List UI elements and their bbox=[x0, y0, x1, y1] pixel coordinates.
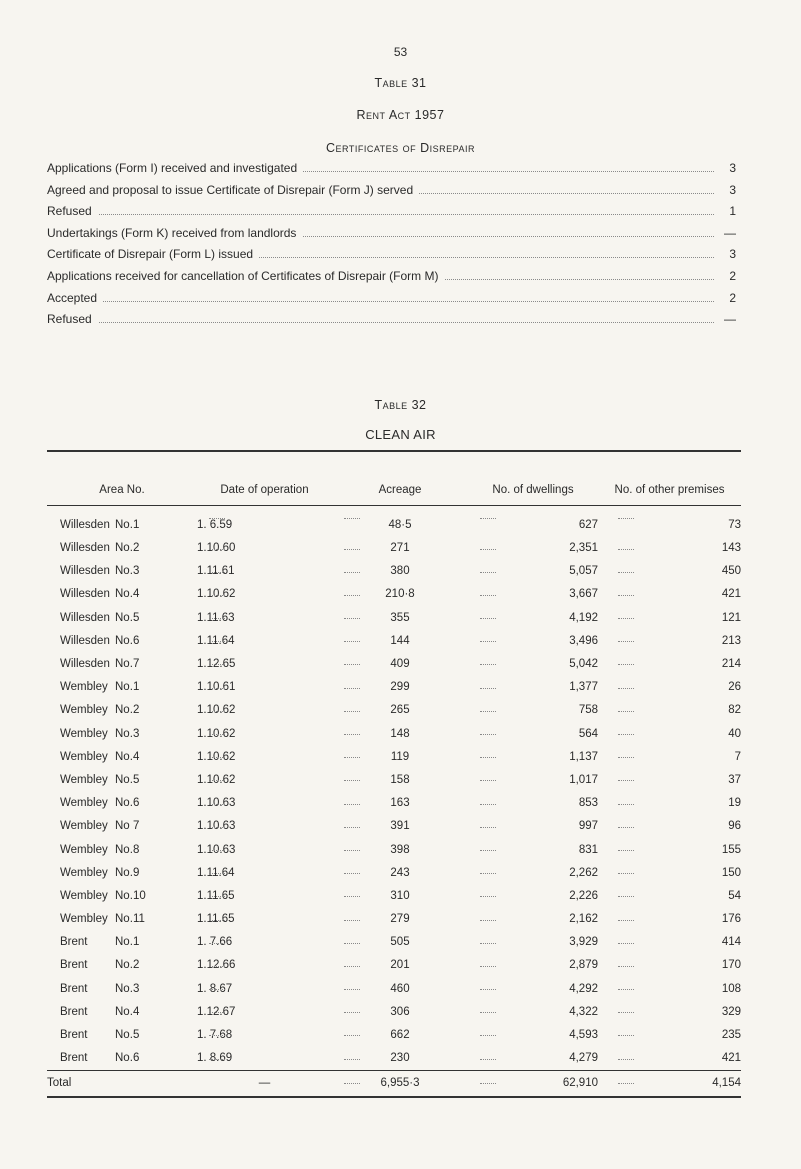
cell-date: 1.10.62 bbox=[197, 704, 236, 717]
cell-area: Brent No.6 bbox=[60, 1052, 140, 1065]
table31-row-value: 3 bbox=[729, 247, 736, 262]
table31-row bbox=[47, 158, 744, 180]
cell-date: 1.10.62 bbox=[197, 727, 236, 740]
cell-area: Wembley No.2 bbox=[60, 704, 140, 717]
cell-premises: 108 bbox=[598, 977, 741, 1000]
cell-premises: 37 bbox=[598, 768, 741, 791]
cell-area: Wembley No.11 bbox=[60, 913, 145, 926]
total-label: Total bbox=[47, 1077, 72, 1090]
cell-acreage: 355 bbox=[332, 606, 468, 629]
table31-row-value: 2 bbox=[729, 268, 736, 283]
cell-area: Willesden No.2 bbox=[60, 542, 140, 555]
cell-area: Brent No.4 bbox=[60, 1005, 140, 1018]
table-row bbox=[47, 722, 741, 745]
cell-area: Willesden No.7 bbox=[60, 658, 140, 671]
cell-dwellings: 2,351 bbox=[468, 537, 598, 560]
header-premises: No. of other premises bbox=[614, 483, 725, 496]
cell-area: Willesden No.6 bbox=[60, 634, 140, 647]
table31-row bbox=[47, 244, 744, 266]
cell-area: Wembley No.10 bbox=[60, 889, 146, 902]
clean-air-table bbox=[47, 450, 741, 1098]
table-row bbox=[47, 954, 741, 977]
table31-row-value: 2 bbox=[729, 290, 736, 305]
cell-dwellings: 4,192 bbox=[468, 606, 598, 629]
cell-acreage: 144 bbox=[332, 629, 468, 652]
cell-acreage: 265 bbox=[332, 699, 468, 722]
cell-dwellings: 997 bbox=[468, 815, 598, 838]
table31-row-label: Refused bbox=[47, 201, 98, 223]
cell-dwellings: 1,137 bbox=[468, 745, 598, 768]
cell-acreage: 460 bbox=[332, 977, 468, 1000]
table31-row-value: — bbox=[724, 225, 736, 240]
cell-dwellings: 5,042 bbox=[468, 652, 598, 675]
table-row bbox=[47, 505, 741, 537]
cell-dwellings: 3,667 bbox=[468, 583, 598, 606]
table-row bbox=[47, 1047, 741, 1071]
cell-date: 1.11.61 bbox=[197, 565, 235, 578]
cell-area: Wembley No.3 bbox=[60, 727, 140, 740]
table32-title: Table 32 bbox=[374, 398, 427, 412]
table-row bbox=[47, 977, 741, 1000]
cell-area: Wembley No 7 bbox=[60, 820, 140, 833]
table31-list bbox=[47, 158, 744, 331]
cell-date: 1.10.61 bbox=[197, 681, 236, 694]
page-number: 53 bbox=[393, 45, 408, 59]
cell-date: 1.12.65 bbox=[197, 658, 236, 671]
cell-premises: 155 bbox=[598, 838, 741, 861]
table31-title: Table 31 bbox=[374, 76, 427, 90]
cell-date: 1. 8.69 bbox=[197, 1052, 233, 1065]
table-row bbox=[47, 838, 741, 861]
header-acreage: Acreage bbox=[378, 483, 422, 496]
cell-area: Brent No.5 bbox=[60, 1029, 140, 1042]
table31-row-value: 1 bbox=[729, 204, 736, 219]
leader-dots bbox=[47, 214, 714, 215]
cell-date: 1.11.65 bbox=[197, 889, 235, 902]
cell-dwellings: 831 bbox=[468, 838, 598, 861]
table-header-row bbox=[47, 451, 741, 505]
cell-dwellings: 5,057 bbox=[468, 560, 598, 583]
cell-premises: 170 bbox=[598, 954, 741, 977]
cell-area: Brent No.2 bbox=[60, 959, 140, 972]
cell-date: 1. 7.66 bbox=[197, 936, 233, 949]
cell-dwellings: 853 bbox=[468, 792, 598, 815]
cell-acreage: 662 bbox=[332, 1023, 468, 1046]
cell-area: Wembley No.9 bbox=[60, 866, 140, 879]
total-date: — bbox=[258, 1077, 271, 1090]
table31-row-label: Agreed and proposal to issue Certificate of Disrepair (Form J) served bbox=[47, 180, 419, 202]
leader-dots bbox=[47, 301, 714, 302]
cell-area: Willesden No.3 bbox=[60, 565, 140, 578]
cell-acreage: 201 bbox=[332, 954, 468, 977]
cell-acreage: 163 bbox=[332, 792, 468, 815]
cell-acreage: 279 bbox=[332, 908, 468, 931]
cell-acreage: 398 bbox=[332, 838, 468, 861]
cell-premises: 26 bbox=[598, 676, 741, 699]
cell-premises: 414 bbox=[598, 931, 741, 954]
cell-dwellings: 4,322 bbox=[468, 1000, 598, 1023]
cell-premises: 82 bbox=[598, 699, 741, 722]
cell-acreage: 119 bbox=[332, 745, 468, 768]
cell-dwellings: 1,377 bbox=[468, 676, 598, 699]
cell-date: 1.10.63 bbox=[197, 797, 236, 810]
cell-acreage: 243 bbox=[332, 861, 468, 884]
cell-date: 1. 7.68 bbox=[197, 1029, 233, 1042]
cell-date: 1. 6.59 bbox=[197, 519, 233, 531]
cell-premises: 421 bbox=[598, 1047, 741, 1071]
cell-premises: 235 bbox=[598, 1023, 741, 1046]
total-acreage: 6,955·3 bbox=[332, 1070, 468, 1097]
cell-acreage: 210·8 bbox=[332, 583, 468, 606]
table31-row bbox=[47, 309, 744, 331]
table-row bbox=[47, 884, 741, 907]
cell-acreage: 271 bbox=[332, 537, 468, 560]
table32-subtitle: CLEAN AIR bbox=[365, 427, 436, 442]
cell-dwellings: 1,017 bbox=[468, 768, 598, 791]
table31-row-label: Applications (Form I) received and investigated bbox=[47, 158, 303, 180]
table-row bbox=[47, 815, 741, 838]
cell-area: Willesden No.1 bbox=[60, 519, 140, 531]
cell-premises: 143 bbox=[598, 537, 741, 560]
cell-area: Wembley No.1 bbox=[60, 681, 140, 694]
leader-dots bbox=[47, 322, 714, 323]
total-dwellings: 62,910 bbox=[468, 1070, 598, 1097]
table31-row-label: Undertakings (Form K) received from landlords bbox=[47, 223, 302, 245]
cell-acreage: 230 bbox=[332, 1047, 468, 1071]
cell-date: 1.10.62 bbox=[197, 750, 236, 763]
cell-dwellings: 2,879 bbox=[468, 954, 598, 977]
cell-premises: 121 bbox=[598, 606, 741, 629]
cell-acreage: 299 bbox=[332, 676, 468, 699]
table-row bbox=[47, 583, 741, 606]
header-date: Date of operation bbox=[220, 483, 309, 496]
cell-acreage: 48·5 bbox=[332, 505, 468, 537]
cell-premises: 73 bbox=[598, 505, 741, 537]
cell-premises: 54 bbox=[598, 884, 741, 907]
cell-date: 1.10.62 bbox=[197, 588, 236, 601]
cell-area: Wembley No.8 bbox=[60, 843, 140, 856]
total-row bbox=[47, 1070, 741, 1097]
cell-area: Willesden No.5 bbox=[60, 611, 140, 624]
table31-row-label: Applications received for cancellation of Certificates of Disrepair (Form M) bbox=[47, 266, 444, 288]
table-row bbox=[47, 745, 741, 768]
cell-premises: 214 bbox=[598, 652, 741, 675]
table-row bbox=[47, 629, 741, 652]
table-row bbox=[47, 768, 741, 791]
header-area: Area No. bbox=[99, 483, 145, 496]
cell-date: 1.10.63 bbox=[197, 820, 236, 833]
table31-row-value: 3 bbox=[729, 161, 736, 175]
table31-row-label: Certificate of Disrepair (Form L) issued bbox=[47, 244, 259, 266]
cell-area: Willesden No.4 bbox=[60, 588, 140, 601]
table31-row bbox=[47, 288, 744, 310]
cell-area: Wembley No.4 bbox=[60, 750, 140, 763]
cell-acreage: 505 bbox=[332, 931, 468, 954]
cell-date: 1.11.64 bbox=[197, 634, 235, 647]
table31-row bbox=[47, 266, 744, 288]
total-premises: 4,154 bbox=[598, 1070, 741, 1097]
cell-acreage: 148 bbox=[332, 722, 468, 745]
cell-premises: 329 bbox=[598, 1000, 741, 1023]
table-row bbox=[47, 908, 741, 931]
cell-premises: 40 bbox=[598, 722, 741, 745]
cell-dwellings: 627 bbox=[468, 505, 598, 537]
table31-row-value: — bbox=[724, 312, 736, 327]
table31-subtitle: Rent Act 1957 bbox=[356, 108, 445, 122]
table31-section-heading: Certificates of Disrepair bbox=[325, 141, 475, 155]
table-row bbox=[47, 1000, 741, 1023]
cell-area: Wembley No.5 bbox=[60, 773, 140, 786]
cell-area: Wembley No.6 bbox=[60, 797, 140, 810]
cell-acreage: 158 bbox=[332, 768, 468, 791]
table-row bbox=[47, 606, 741, 629]
cell-date: 1.12.67 bbox=[197, 1005, 236, 1018]
cell-premises: 150 bbox=[598, 861, 741, 884]
cell-premises: 19 bbox=[598, 792, 741, 815]
cell-dwellings: 3,496 bbox=[468, 629, 598, 652]
table31-row-value: 3 bbox=[729, 182, 736, 197]
table-row bbox=[47, 652, 741, 675]
table31-row bbox=[47, 201, 744, 223]
table31-row bbox=[47, 180, 744, 202]
table-row bbox=[47, 676, 741, 699]
cell-date: 1.11.65 bbox=[197, 913, 235, 926]
header-dwellings: No. of dwellings bbox=[492, 483, 574, 496]
cell-acreage: 409 bbox=[332, 652, 468, 675]
table-row bbox=[47, 537, 741, 560]
table-row bbox=[47, 699, 741, 722]
cell-area: Brent No.1 bbox=[60, 936, 140, 949]
cell-dwellings: 4,292 bbox=[468, 977, 598, 1000]
cell-date: 1.11.63 bbox=[197, 611, 235, 624]
cell-date: 1. 8.67 bbox=[197, 982, 233, 995]
cell-dwellings: 564 bbox=[468, 722, 598, 745]
table31-row bbox=[47, 223, 744, 245]
table31-row-label: Accepted bbox=[47, 288, 103, 310]
table31-row-label: Refused bbox=[47, 309, 98, 331]
cell-date: 1.10.60 bbox=[197, 542, 236, 555]
cell-date: 1.11.64 bbox=[197, 866, 235, 879]
table-row bbox=[47, 792, 741, 815]
cell-premises: 176 bbox=[598, 908, 741, 931]
cell-date: 1.10.63 bbox=[197, 843, 236, 856]
cell-acreage: 306 bbox=[332, 1000, 468, 1023]
cell-acreage: 391 bbox=[332, 815, 468, 838]
cell-premises: 421 bbox=[598, 583, 741, 606]
cell-acreage: 310 bbox=[332, 884, 468, 907]
cell-premises: 213 bbox=[598, 629, 741, 652]
cell-dwellings: 2,262 bbox=[468, 861, 598, 884]
cell-premises: 7 bbox=[598, 745, 741, 768]
cell-date: 1.10.62 bbox=[197, 773, 236, 786]
table-row bbox=[47, 560, 741, 583]
cell-dwellings: 758 bbox=[468, 699, 598, 722]
table-row bbox=[47, 1023, 741, 1046]
cell-date: 1.12.66 bbox=[197, 959, 236, 972]
cell-dwellings: 2,162 bbox=[468, 908, 598, 931]
cell-dwellings: 4,279 bbox=[468, 1047, 598, 1071]
table-row bbox=[47, 931, 741, 954]
cell-dwellings: 4,593 bbox=[468, 1023, 598, 1046]
cell-area: Brent No.3 bbox=[60, 982, 140, 995]
table-row bbox=[47, 861, 741, 884]
cell-dwellings: 3,929 bbox=[468, 931, 598, 954]
cell-premises: 96 bbox=[598, 815, 741, 838]
cell-premises: 450 bbox=[598, 560, 741, 583]
cell-acreage: 380 bbox=[332, 560, 468, 583]
cell-dwellings: 2,226 bbox=[468, 884, 598, 907]
